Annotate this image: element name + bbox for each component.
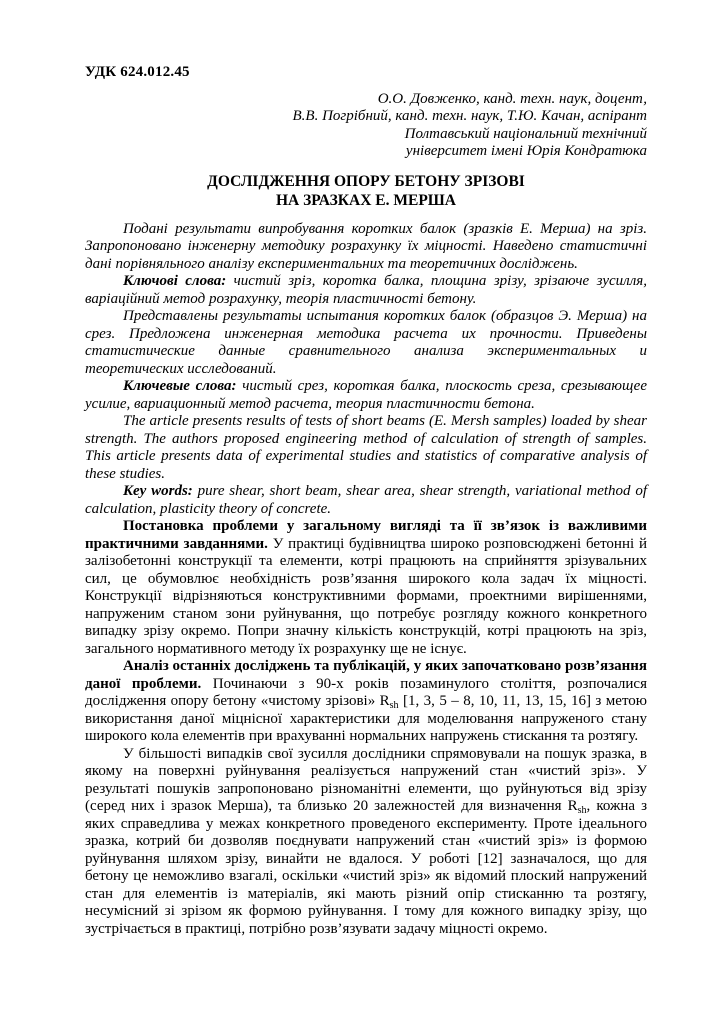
- keywords-ukrainian-text: чистий зріз, коротка балка, площина зрізу, зрізаюче зусилля, варіаційний метод розрахунку, теорія пластичності бетону.: [85, 273, 647, 307]
- paper-title-line-1: ДОСЛІДЖЕННЯ ОПОРУ БЕТОНУ ЗРІЗОВІ: [207, 172, 525, 190]
- keywords-english-label: Key words:: [123, 483, 193, 499]
- paragraph-analysis: [85, 658, 647, 746]
- keywords-russian: [85, 378, 647, 413]
- author-line: О.О. Довженко, канд. техн. наук, доцент,: [377, 90, 647, 107]
- abstract-ukrainian: Подані результати випробування коротких балок (зразків Е. Мерша) на зріз. Запропоновано інженерну методику розрахунку їх міцності. Наведено статистичні дані порівняльного аналізу експериментальних та теоретичних досліджень.: [85, 220, 647, 272]
- problem-statement-heading: Постановка проблеми у загальному вигляді та її зв’язок із важливими практичними завданнями.: [85, 518, 647, 552]
- rsh-subscript: sh: [577, 805, 587, 816]
- search-body-part2: , кожна з яких справедлива у межах конкретного проведеного експерименту. Проте ідеального зразка, котрий би дозволяв поєднувати напружений стан «чистий зріз» із формою руйнування шляхом зрізу, винайти не вдалося. У роботі [12] зазначалося, що для бетону це неможливо взагалі, оскільки «чистий зріз» як відомий плоский напружений стан для елементів із матеріалів, які мають різний опір стисканню та розтягу, несумісний зі зрізом як формою руйнування. І тому для кожного випадку зрізу, що зустрічається в практиці, потрібно розв’язувати задачу міцності окремо.: [85, 798, 647, 937]
- analysis-body-part1: Починаючи з 90-х років позаминулого століття, розпочалися дослідження опору бетону «чистому зрізові» R: [85, 675, 647, 709]
- analysis-heading: Аналіз останніх досліджень та публікацій, у яких започатковано розв’язання даної проблеми.: [85, 658, 647, 692]
- abstract-english: The article presents results of tests of short beams (E. Mersh samples) loaded by shear strength. The authors proposed engineering method of calculation of strength of samples. This article presents data of experimental studies and statistics of comparative analysis of these studies.: [85, 413, 647, 482]
- analysis-body-part2: [1, 3, 5 – 8, 10, 11, 13, 15, 16] з метою використання даної міцнісної характеристики для моделювання напруженого стану широкого кола елементів при врахуванні нормальних напружень стискання та розтягу.: [85, 693, 648, 744]
- affiliation-line: Полтавський національний технічний: [404, 125, 647, 142]
- abstract-russian: Представлены результаты испытания коротких балок (образцов Э. Мерша) на срез. Предложена инженерная методика расчета их прочности. Приведены статистические данные сравнительного анализа экспериментальных и теоретических исследований.: [85, 308, 647, 377]
- paragraph-search: [85, 746, 647, 939]
- author-line: В.В. Погрібний, канд. техн. наук, Т.Ю. Качан, аспірант: [292, 108, 647, 124]
- keywords-english-text: pure shear, short beam, shear area, shear strength, variational method of calculation, plasticity theory of concrete.: [85, 483, 647, 517]
- paper-title: [85, 172, 647, 211]
- keywords-russian-label: Ключевые слова:: [123, 378, 237, 394]
- paper-title-line-2: НА ЗРАЗКАХ Е. МЕРША: [275, 192, 457, 209]
- search-body-part1: У більшості випадків свої зусилля дослідники спрямовували на пошук зразка, в якому на поверхні руйнування реалізується напружений стан «чистий зріз». У результаті пошуків запропоновано різноманітні елементи, що руйнуються від зрізу (серед них і зразок Мерша), та близько 20 залежностей для визначення R: [85, 745, 647, 814]
- page-content: [85, 64, 647, 938]
- keywords-russian-text: чистый срез, короткая балка, плоскость среза, срезывающее усилие, вариационный метод расчета, теория пластичности бетона.: [85, 378, 647, 412]
- keywords-ukrainian: [85, 273, 647, 308]
- paragraph-problem-statement: [85, 518, 647, 658]
- udc-number: УДК 624.012.45: [85, 64, 190, 80]
- affiliation-line: університет імені Юрія Кондратюка: [405, 143, 647, 159]
- keywords-english: [85, 483, 647, 518]
- problem-statement-body: У практиці будівництва широко розповсюджені бетонні й залізобетонні конструкції та елементи, котрі працюють на сприйняття зрізувальних сил, це обумовлює необхідність розв’язання широкого кола задач їх міцності. Конструкції відрізняються конструктивними формами, проектними вирішеннями, напруженим станом зони руйнування, що потребує розгляду кожного конкретного випадку зрізу окремо. Попри значну кількість конструкцій, котрі працюють на зріз, загального нормативного методу їх розрахунку ще не існує.: [85, 535, 647, 657]
- rsh-subscript: sh: [389, 700, 399, 711]
- authors-block: [85, 91, 647, 161]
- keywords-ukrainian-label: Ключові слова:: [123, 273, 227, 289]
